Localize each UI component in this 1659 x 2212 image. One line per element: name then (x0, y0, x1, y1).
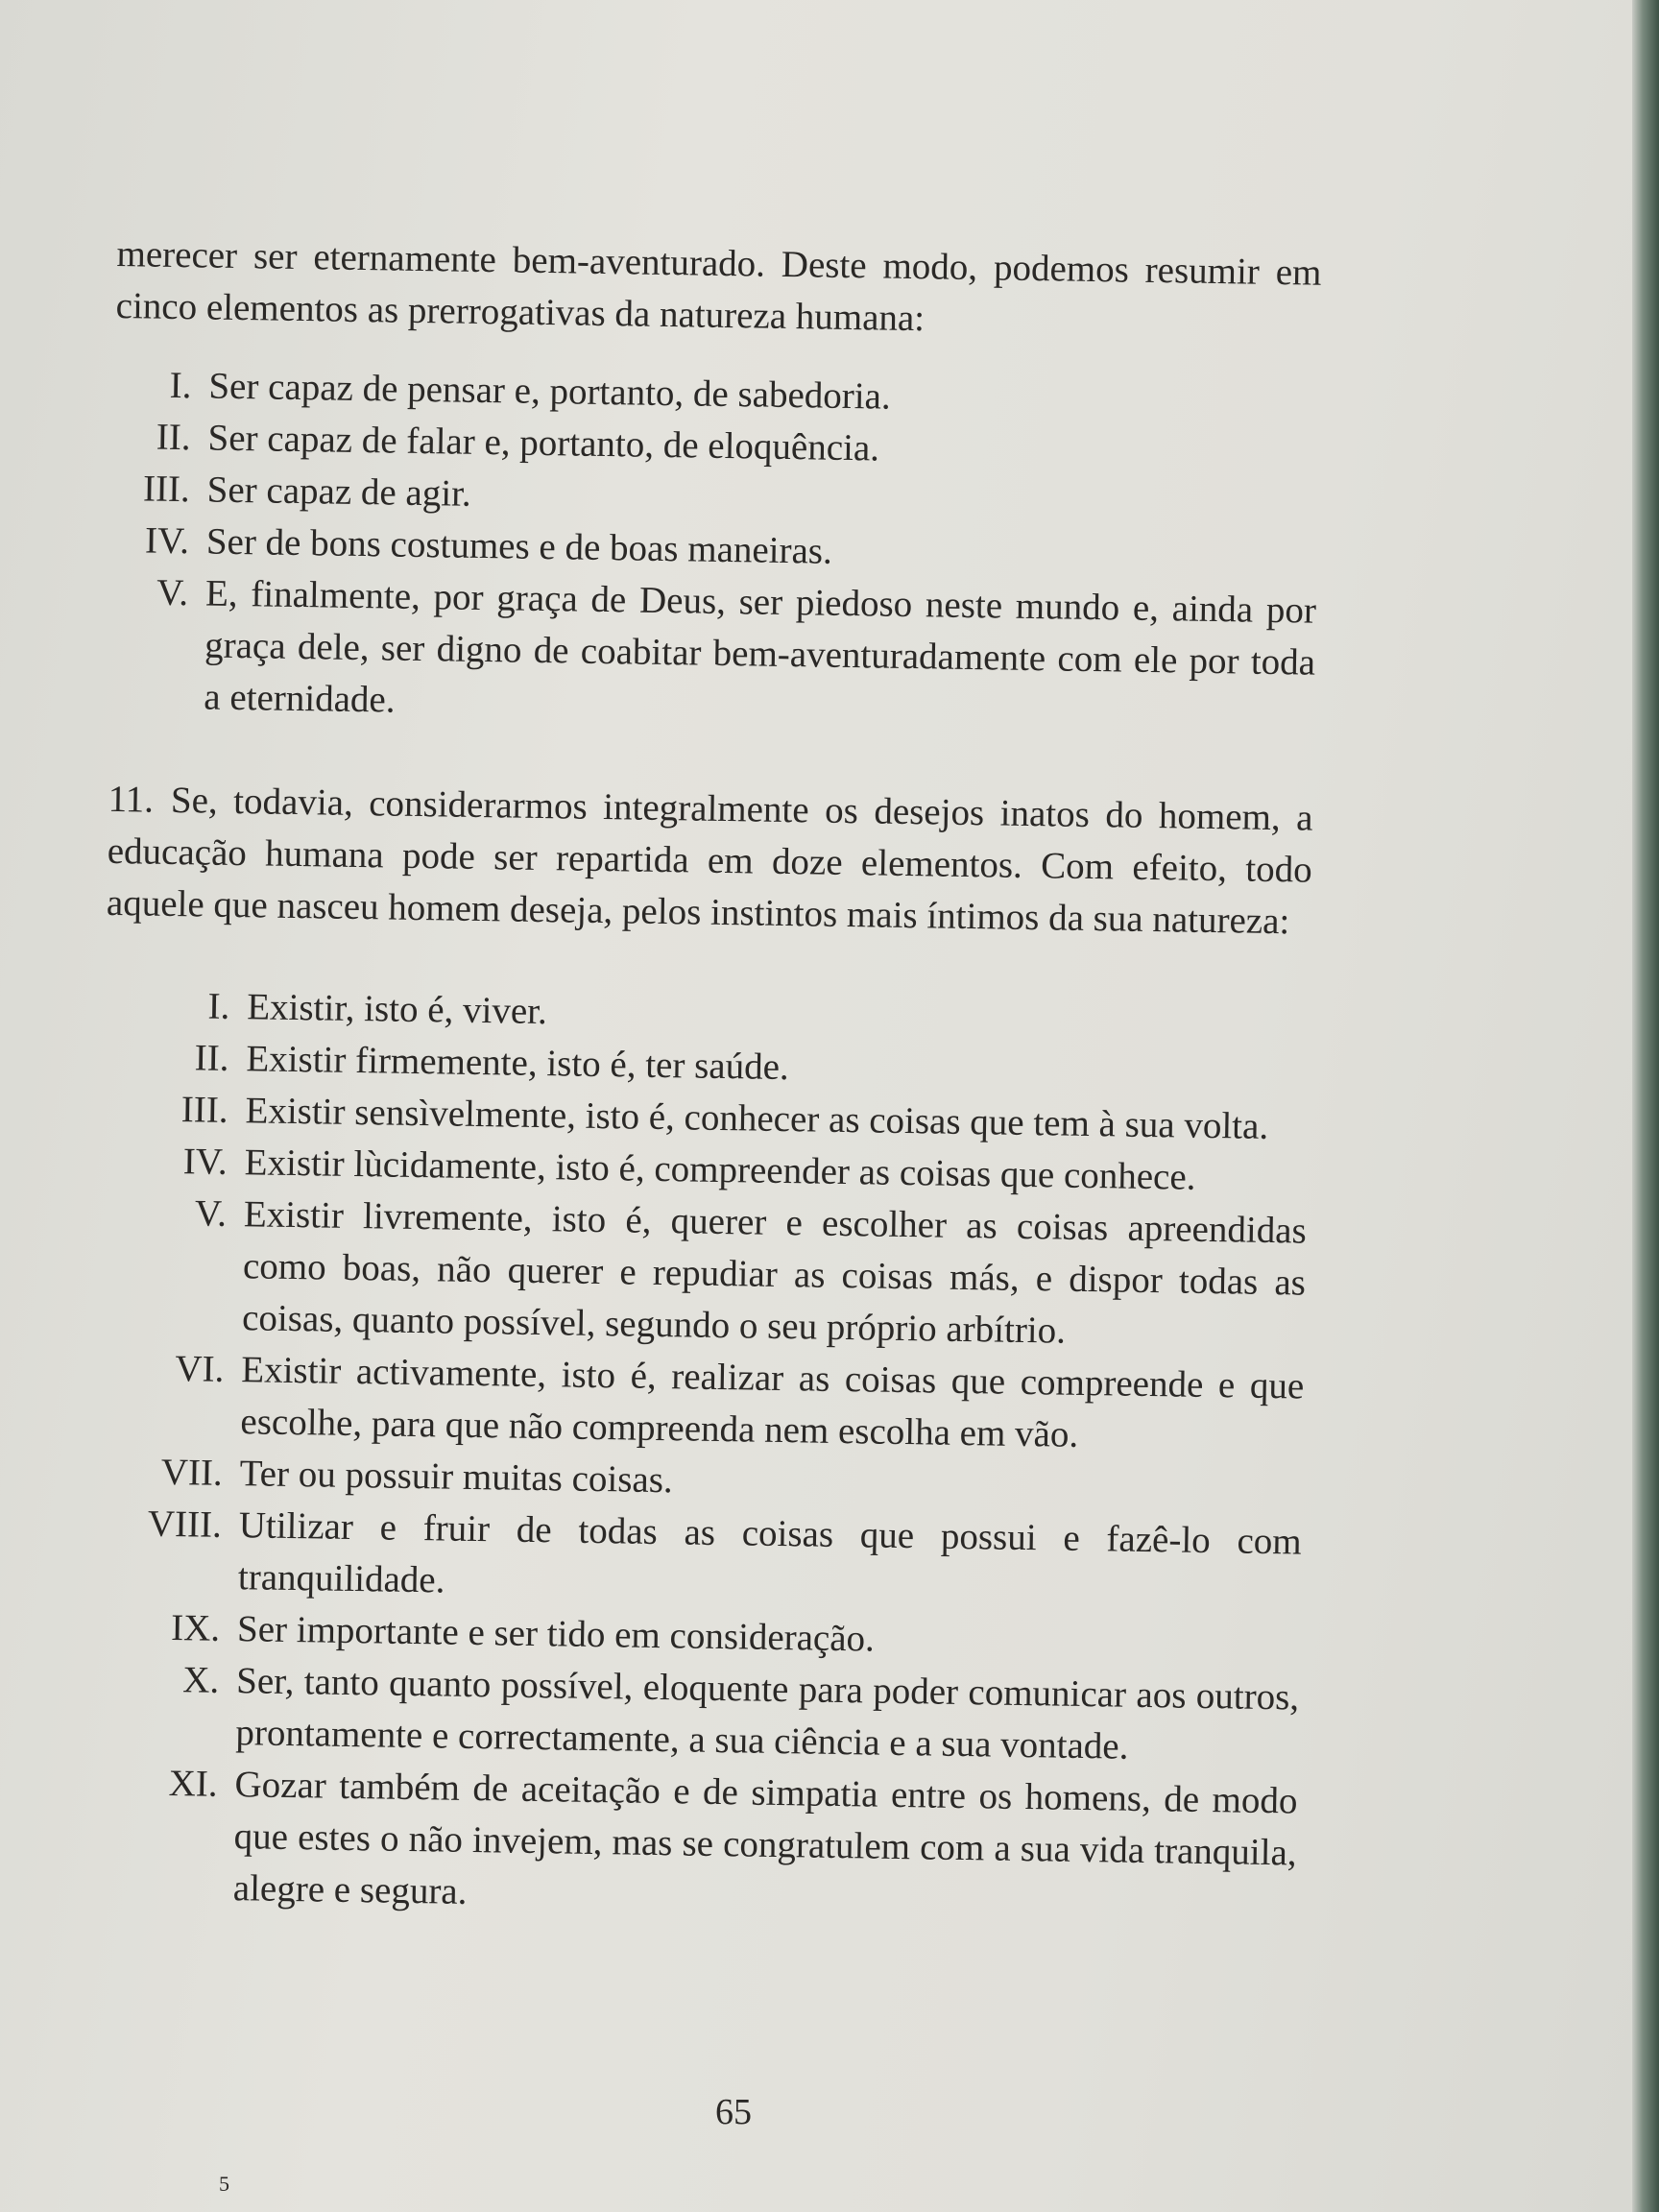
list-item-number: II. (194, 1037, 229, 1079)
list-item-text: Ser capaz de pensar e, portanto, de sabedoria. (208, 365, 892, 418)
list-item-text: Ser, tanto quanto possível, eloquente para poder comunicar aos outros, prontamente e correctamente, a sua ciência e a sua vontade. (235, 1660, 1300, 1767)
list-item-number: VII. (160, 1451, 223, 1494)
prerogatives-list (109, 359, 1320, 741)
list-item-number: III. (142, 468, 191, 511)
section-number: 11. (108, 778, 155, 821)
list-item (96, 1498, 1303, 1621)
page-text-block (90, 228, 1321, 1931)
list-item-number: V. (156, 571, 189, 614)
list-item-number: VI. (175, 1348, 225, 1390)
list-item (100, 1187, 1307, 1361)
list-item-number: IV. (182, 1141, 228, 1183)
list-item-text: Existir activamente, isto é, realizar as coisas que compreende e que escolhe, para que não compreenda nem escolha em vão. (240, 1349, 1305, 1455)
list-item-number: I. (207, 985, 230, 1027)
list-item-text: Existir livremente, isto é, querer e escolher as coisas apreendidas como boas, não querer e repudiar as coisas más, e dispor todas as coisas, quanto possível, segundo o seu próprio arbítrio. (241, 1193, 1308, 1352)
list-item-text: Ser de bons costumes e de boas maneiras. (205, 520, 833, 572)
list-item-number: II. (156, 416, 191, 459)
intro-paragraph: merecer ser eternamente bem-aventurado. Deste modo, podemos resumir em cinco elementos as prerrogativas da natureza humana: (115, 232, 1322, 340)
list-item-text: Gozar também de aceitação e de simpatia entre os homens, de modo que estes o não invejem, mas se congratulem com a sua vida tranquila, alegre e segura. (232, 1764, 1298, 1912)
list-item-text: Ser capaz de agir. (206, 469, 472, 515)
section-11-paragraph (107, 774, 1313, 949)
list-item-text: Ser capaz de falar e, portanto, de eloquência. (207, 417, 880, 469)
signature-mark: 5 (219, 2172, 229, 2196)
list-item (93, 1653, 1300, 1776)
desires-list (90, 979, 1310, 1932)
page-number: 65 (715, 2092, 752, 2132)
list-item-text: Ser importante e ser tido em consideração. (236, 1608, 876, 1660)
list-item-text: Ter ou possuir muitas coisas. (239, 1453, 674, 1502)
list-item (109, 566, 1316, 741)
list-item-text: Utilizar e fruir de todas as coisas que possui e fazê-lo com tranquilidade. (237, 1504, 1303, 1601)
list-item (98, 1342, 1305, 1465)
list-item-number: XI. (168, 1763, 218, 1805)
list-item-number: III. (180, 1089, 228, 1131)
list-item-text: Existir firmemente, isto é, ter saúde. (246, 1038, 790, 1089)
list-item-number: VIII. (147, 1503, 223, 1546)
list-item-number: I. (169, 364, 192, 407)
list-item-text: Existir sensìvelmente, isto é, conhecer as coisas que tem à sua volta. (245, 1090, 1269, 1147)
book-spine-edge (1632, 0, 1659, 2212)
list-item-text: Existir lùcidamente, isto é, compreender as coisas que conhece. (244, 1142, 1196, 1198)
list-item (90, 1757, 1297, 1932)
section-11-text: Se, todavia, considerarmos integralmente os desejos inatos do homem, a educação humana pode ser repartida em doze elementos. Com efeito, todo aquele que nasceu homem deseja, pelos instintos mais íntimos da sua natureza: (106, 779, 1313, 943)
list-item-text: E, finalmente, por graça de Deus, ser piedoso neste mundo e, ainda por graça dele, ser digno de coabitar bem-aventuradamente com ele por toda a eternidade. (204, 572, 1317, 721)
list-item-number: X. (182, 1659, 220, 1701)
list-item-text: Existir, isto é, viver. (246, 986, 548, 1033)
list-item-number: V. (194, 1192, 228, 1235)
list-item-number: IV. (144, 519, 190, 563)
list-item-number: IX. (170, 1607, 221, 1649)
